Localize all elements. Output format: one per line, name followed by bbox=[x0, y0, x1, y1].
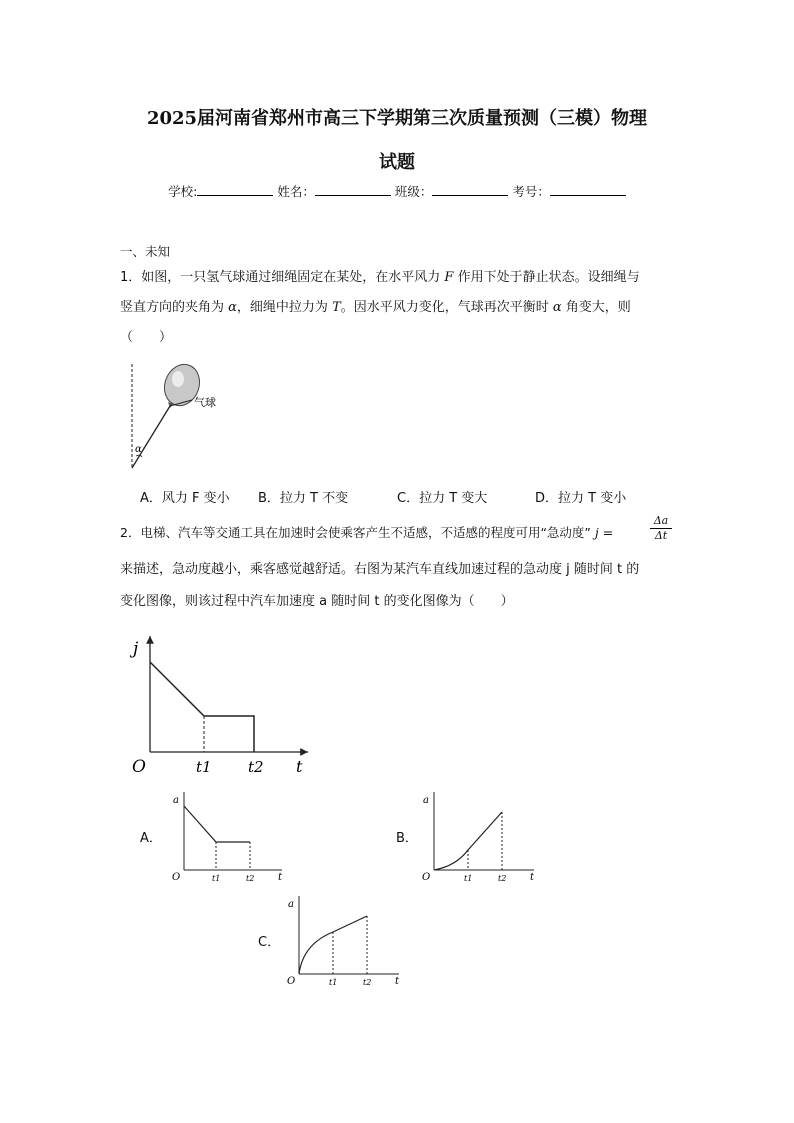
t2-tick-label: t2 bbox=[363, 978, 372, 987]
jerk-time-chart bbox=[128, 630, 318, 778]
angle-alpha-label: α bbox=[135, 444, 142, 455]
student-info-row bbox=[0, 182, 794, 200]
q1-option-a[interactable]: A．风力 F 变小 bbox=[140, 491, 230, 506]
fraction-numerator: Δa bbox=[653, 514, 669, 527]
name-blank bbox=[315, 183, 391, 196]
q2-line1: 2．电梯、汽车等交通工具在加速时会使乘客产生不适感，不适感的程度可用“急动度” j = bbox=[120, 525, 614, 540]
t2-tick-label: t2 bbox=[246, 874, 255, 883]
exam-number-blank bbox=[550, 183, 626, 196]
accel-series-line bbox=[184, 806, 250, 842]
y-axis-label: j bbox=[133, 639, 139, 659]
jerk-series-line bbox=[150, 662, 254, 752]
school-blank bbox=[197, 183, 273, 196]
class-blank bbox=[432, 183, 508, 196]
t1-tick-label: t1 bbox=[464, 874, 473, 883]
y-axis-label: a bbox=[288, 899, 294, 910]
origin-label: O bbox=[287, 976, 296, 987]
q1-line1: 1．如图，一只氢气球通过细绳固定在某处，在水平风力 F 作用下处于静止状态。设细绳与 bbox=[120, 270, 640, 285]
accel-series-line bbox=[434, 812, 502, 870]
q2-option-c-label[interactable]: C． bbox=[258, 935, 281, 950]
q2-option-a-label[interactable]: A． bbox=[140, 831, 162, 846]
page-title-line2: 试题 bbox=[379, 152, 415, 173]
q1-option-c[interactable]: C．拉力 T 变大 bbox=[397, 491, 488, 506]
exam-number-label: 考号： bbox=[512, 184, 550, 199]
rope-line bbox=[132, 406, 170, 468]
school-label: 学校: bbox=[168, 184, 198, 199]
q1-option-d[interactable]: D．拉力 T 变小 bbox=[535, 491, 627, 506]
x-axis-label: t bbox=[278, 872, 283, 883]
q1-line2: 竖直方向的夹角为 α，细绳中拉力为 T。因水平风力变化，气球再次平衡时 α 角变大，则 bbox=[120, 300, 631, 315]
origin-label: O bbox=[132, 757, 146, 777]
t1-tick-label: t1 bbox=[212, 874, 221, 883]
y-axis-label: a bbox=[423, 795, 429, 806]
fraction-denominator: Δt bbox=[650, 528, 672, 542]
balloon-highlight bbox=[172, 371, 184, 387]
name-label: 姓名： bbox=[277, 184, 315, 199]
balloon-figure bbox=[118, 358, 238, 476]
x-axis-label: t bbox=[296, 757, 303, 776]
t2-tick-label: t2 bbox=[498, 874, 507, 883]
page-title: 2025届河南省郑州市高三下学期第三次质量预测（三模）物理 bbox=[146, 108, 648, 129]
q2-line2: 来描述，急动度越小，乘客感觉越舒适。右图为某汽车直线加速过程的急动度 j 随时间 t 的 bbox=[120, 562, 640, 577]
t2-tick-label: t2 bbox=[248, 758, 264, 776]
q1-option-b[interactable]: B．拉力 T 不变 bbox=[258, 491, 349, 506]
y-axis-label: a bbox=[173, 795, 179, 806]
jerk-fraction bbox=[650, 514, 672, 542]
origin-label: O bbox=[172, 872, 181, 883]
balloon-label: 气球 bbox=[194, 396, 216, 409]
q2-option-b-label[interactable]: B． bbox=[396, 831, 418, 846]
t1-tick-label: t1 bbox=[196, 758, 212, 776]
x-axis-label: t bbox=[530, 872, 535, 883]
q2-line3: 变化图像，则该过程中汽车加速度 a 随时间 t 的变化图像为（ ） bbox=[120, 594, 514, 609]
q1-line3: （ ） bbox=[120, 330, 173, 345]
t1-tick-label: t1 bbox=[329, 978, 338, 987]
class-label: 班级： bbox=[394, 184, 433, 199]
option-c-chart[interactable] bbox=[285, 892, 407, 988]
option-a-chart[interactable] bbox=[170, 788, 290, 884]
section-title: 一、未知 bbox=[120, 244, 171, 259]
origin-label: O bbox=[422, 872, 431, 883]
option-b-chart[interactable] bbox=[420, 788, 542, 884]
x-axis-label: t bbox=[395, 976, 400, 987]
